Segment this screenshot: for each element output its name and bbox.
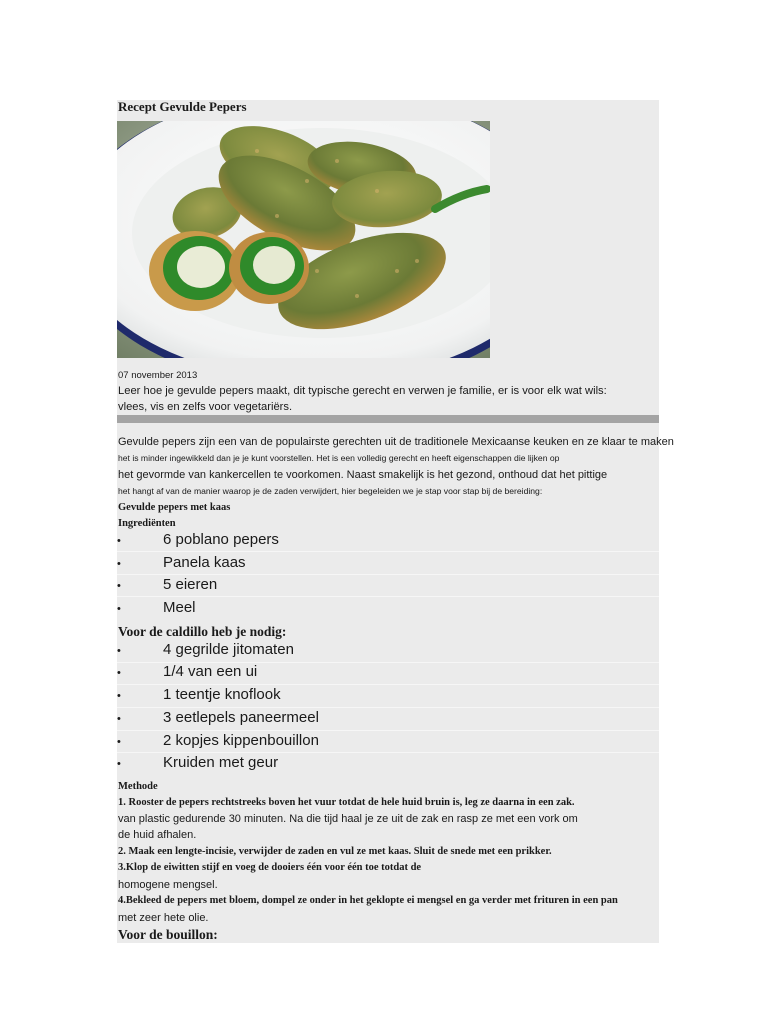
method-step-continued: de huid afhalen. xyxy=(118,829,197,841)
row-separator xyxy=(117,551,659,552)
bullet: • xyxy=(117,690,121,702)
bullet: • xyxy=(117,667,121,679)
caldillo-heading: Voor de caldillo heb je nodig: xyxy=(118,624,287,639)
ingredients-heading: Ingrediënten xyxy=(118,518,176,529)
method-step-continued: homogene mengsel. xyxy=(118,879,218,891)
bouillon-heading: Voor de bouillon: xyxy=(118,927,218,942)
bullet: • xyxy=(117,580,121,592)
method-step: 1. Rooster de pepers rechtstreeks boven het vuur totdat de hele huid bruin is, leg ze daarna in een zak. xyxy=(118,797,575,808)
caldillo-item: 3 eetlepels paneermeel xyxy=(163,709,319,726)
ingredient-item: 5 eieren xyxy=(163,576,218,593)
method-step: 3.Klop de eiwitten stijf en voeg de dooiers één voor één toe totdat de xyxy=(118,862,422,873)
caldillo-item: 4 gegrilde jitomaten xyxy=(163,641,294,658)
bullet: • xyxy=(117,558,121,570)
caldillo-item: 2 kopjes kippenbouillon xyxy=(163,732,319,749)
method-heading: Methode xyxy=(118,781,158,792)
caldillo-item: 1 teentje knoflook xyxy=(163,686,281,703)
row-separator xyxy=(117,707,659,708)
row-separator xyxy=(117,574,659,575)
method-step-continued: van plastic gedurende 30 minuten. Na die tijd haal je ze uit de zak en rasp ze met een vork om xyxy=(118,813,578,825)
body-line: het gevormde van kankercellen te voorkomen. Naast smakelijk is het gezond, onthoud dat het pittige xyxy=(118,469,608,481)
row-separator xyxy=(117,730,659,731)
bullet: • xyxy=(117,645,121,657)
recipe-subtitle: Gevulde pepers met kaas xyxy=(118,502,231,513)
body-line: Gevulde pepers zijn een van de populairste gerechten uit de traditionele Mexicaanse keuken en ze klaar te maken xyxy=(118,436,674,448)
bullet: • xyxy=(117,535,121,547)
caldillo-item: Kruiden met geur xyxy=(163,754,279,771)
row-separator xyxy=(117,752,659,753)
stuffed-peppers-photo xyxy=(117,121,490,358)
method-step-continued: met zeer hete olie. xyxy=(118,912,209,924)
row-separator xyxy=(117,684,659,685)
ingredient-item: Panela kaas xyxy=(163,554,246,571)
caldillo-item: 1/4 van een ui xyxy=(163,663,258,680)
section-divider xyxy=(117,415,659,423)
ingredient-item: Meel xyxy=(163,599,196,616)
bullet: • xyxy=(117,758,121,770)
intro-line: Leer hoe je gevulde pepers maakt, dit typische gerecht en verwen je familie, er is voor elk wat wils: xyxy=(118,385,607,397)
ingredient-item: 6 poblano pepers xyxy=(163,531,279,548)
bullet: • xyxy=(117,713,121,725)
bullet: • xyxy=(117,603,121,615)
row-separator xyxy=(117,596,659,597)
method-step: 4.Bekleed de pepers met bloem, dompel ze onder in het geklopte ei mengsel en ga verder met frituren in een pan xyxy=(118,895,618,906)
page-title: Recept Gevulde Pepers xyxy=(118,99,247,114)
method-step: 2. Maak een lengte-incisie, verwijder de zaden en vul ze met kaas. Sluit de snede met een prikker. xyxy=(118,846,552,857)
article-date: 07 november 2013 xyxy=(118,370,198,381)
intro-line: vlees, vis en zelfs voor vegetariërs. xyxy=(118,401,293,413)
body-line: het is minder ingewikkeld dan je je kunt voorstellen. Het is een volledig gerecht en heeft eigenschappen die lijken op xyxy=(118,453,560,463)
body-line: het hangt af van de manier waarop je de zaden verwijdert, hier begeleiden we je stap voor stap bij de bereiding: xyxy=(118,486,543,496)
bullet: • xyxy=(117,736,121,748)
